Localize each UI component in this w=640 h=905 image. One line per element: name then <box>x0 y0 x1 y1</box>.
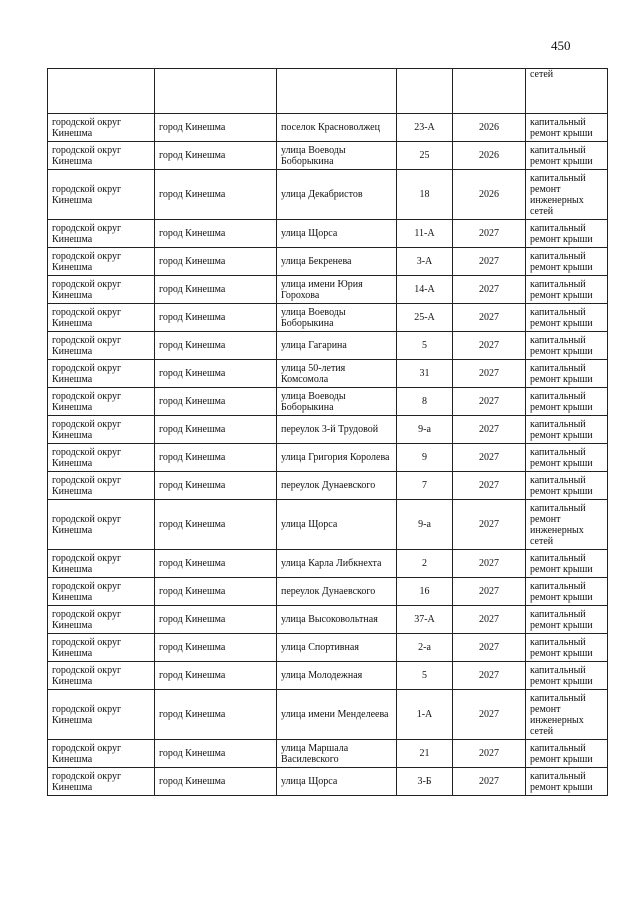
table-row <box>48 388 608 416</box>
house-number-cell: 37-А <box>397 606 453 634</box>
street-cell: улица Карла Либкнехта <box>277 550 397 578</box>
year-cell: 2027 <box>453 276 526 304</box>
street-cell: переулок Дунаевского <box>277 472 397 500</box>
table-row <box>48 634 608 662</box>
table-body <box>48 69 608 796</box>
work-type-cell: капитальный ремонт крыши <box>526 114 608 142</box>
house-number-cell: 25 <box>397 142 453 170</box>
house-number-cell: 14-А <box>397 276 453 304</box>
locality-cell: город Кинешма <box>155 500 277 550</box>
year-cell: 2027 <box>453 550 526 578</box>
municipality-cell: городской округ Кинешма <box>48 768 155 796</box>
year-cell: 2026 <box>453 142 526 170</box>
table-row <box>48 332 608 360</box>
street-cell: улица имени Юрия Горохова <box>277 276 397 304</box>
work-type-cell: капитальный ремонт крыши <box>526 634 608 662</box>
street-cell: улица Молодежная <box>277 662 397 690</box>
municipality-cell: городской округ Кинешма <box>48 472 155 500</box>
municipality-cell: городской округ Кинешма <box>48 690 155 740</box>
street-cell: улица имени Менделеева <box>277 690 397 740</box>
municipality-cell: городской округ Кинешма <box>48 360 155 388</box>
year-cell: 2027 <box>453 444 526 472</box>
table-row <box>48 304 608 332</box>
municipality-cell: городской округ Кинешма <box>48 500 155 550</box>
municipality-cell: городской округ Кинешма <box>48 634 155 662</box>
municipality-cell: городской округ Кинешма <box>48 248 155 276</box>
municipality-cell: городской округ Кинешма <box>48 220 155 248</box>
municipality-cell: городской округ Кинешма <box>48 550 155 578</box>
housing-repair-table <box>47 68 608 796</box>
continued-row <box>48 69 608 114</box>
work-type-cell: капитальный ремонт крыши <box>526 220 608 248</box>
street-cell: улица Щорса <box>277 220 397 248</box>
table-row <box>48 142 608 170</box>
continued-municipality-cell <box>48 69 155 114</box>
locality-cell: город Кинешма <box>155 472 277 500</box>
locality-cell: город Кинешма <box>155 768 277 796</box>
table-row <box>48 220 608 248</box>
work-type-cell: капитальный ремонт крыши <box>526 740 608 768</box>
street-cell: улица Григория Королева <box>277 444 397 472</box>
municipality-cell: городской округ Кинешма <box>48 416 155 444</box>
house-number-cell: 7 <box>397 472 453 500</box>
locality-cell: город Кинешма <box>155 332 277 360</box>
locality-cell: город Кинешма <box>155 662 277 690</box>
locality-cell: город Кинешма <box>155 690 277 740</box>
street-cell: улица Бекренева <box>277 248 397 276</box>
street-cell: улица Спортивная <box>277 634 397 662</box>
street-cell: улица 50-летия Комсомола <box>277 360 397 388</box>
year-cell: 2027 <box>453 500 526 550</box>
locality-cell: город Кинешма <box>155 142 277 170</box>
work-type-cell: капитальный ремонт крыши <box>526 276 608 304</box>
locality-cell: город Кинешма <box>155 634 277 662</box>
municipality-cell: городской округ Кинешма <box>48 606 155 634</box>
house-number-cell: 2-а <box>397 634 453 662</box>
municipality-cell: городской округ Кинешма <box>48 444 155 472</box>
street-cell: переулок Дунаевского <box>277 578 397 606</box>
year-cell: 2027 <box>453 768 526 796</box>
work-type-cell: капитальный ремонт крыши <box>526 360 608 388</box>
street-cell: улица Воеводы Боборыкина <box>277 142 397 170</box>
house-number-cell: 9-а <box>397 416 453 444</box>
street-cell: улица Высоковольтная <box>277 606 397 634</box>
work-type-cell: капитальный ремонт крыши <box>526 606 608 634</box>
work-type-cell: капитальный ремонт крыши <box>526 550 608 578</box>
work-type-cell: капитальный ремонт крыши <box>526 416 608 444</box>
table-row <box>48 606 608 634</box>
locality-cell: город Кинешма <box>155 388 277 416</box>
street-cell: улица Щорса <box>277 500 397 550</box>
municipality-cell: городской округ Кинешма <box>48 170 155 220</box>
continued-locality-cell <box>155 69 277 114</box>
table-row <box>48 276 608 304</box>
table-row <box>48 444 608 472</box>
table-row <box>48 550 608 578</box>
work-type-cell: капитальный ремонт инженерных сетей <box>526 500 608 550</box>
locality-cell: город Кинешма <box>155 606 277 634</box>
year-cell: 2027 <box>453 606 526 634</box>
locality-cell: город Кинешма <box>155 578 277 606</box>
locality-cell: город Кинешма <box>155 444 277 472</box>
work-type-cell: капитальный ремонт крыши <box>526 578 608 606</box>
page-number: 450 <box>551 38 571 53</box>
house-number-cell: 11-А <box>397 220 453 248</box>
house-number-cell: 16 <box>397 578 453 606</box>
locality-cell: город Кинешма <box>155 740 277 768</box>
house-number-cell: 2 <box>397 550 453 578</box>
municipality-cell: городской округ Кинешма <box>48 332 155 360</box>
year-cell: 2027 <box>453 360 526 388</box>
locality-cell: город Кинешма <box>155 416 277 444</box>
year-cell: 2027 <box>453 220 526 248</box>
municipality-cell: городской округ Кинешма <box>48 304 155 332</box>
street-cell: улица Воеводы Боборыкина <box>277 304 397 332</box>
year-cell: 2027 <box>453 388 526 416</box>
year-cell: 2027 <box>453 416 526 444</box>
year-cell: 2027 <box>453 634 526 662</box>
continued-year-cell <box>453 69 526 114</box>
work-type-cell: капитальный ремонт крыши <box>526 768 608 796</box>
table-row <box>48 578 608 606</box>
continued-house-cell <box>397 69 453 114</box>
house-number-cell: 9 <box>397 444 453 472</box>
work-type-cell: капитальный ремонт крыши <box>526 142 608 170</box>
work-type-cell: капитальный ремонт крыши <box>526 662 608 690</box>
locality-cell: город Кинешма <box>155 114 277 142</box>
work-type-cell: капитальный ремонт крыши <box>526 332 608 360</box>
house-number-cell: 31 <box>397 360 453 388</box>
work-type-cell: капитальный ремонт крыши <box>526 472 608 500</box>
year-cell: 2027 <box>453 332 526 360</box>
house-number-cell: 1-А <box>397 690 453 740</box>
municipality-cell: городской округ Кинешма <box>48 740 155 768</box>
locality-cell: город Кинешма <box>155 360 277 388</box>
municipality-cell: городской округ Кинешма <box>48 662 155 690</box>
year-cell: 2027 <box>453 690 526 740</box>
street-cell: улица Гагарина <box>277 332 397 360</box>
year-cell: 2027 <box>453 662 526 690</box>
year-cell: 2027 <box>453 304 526 332</box>
year-cell: 2027 <box>453 248 526 276</box>
locality-cell: город Кинешма <box>155 276 277 304</box>
table-row <box>48 500 608 550</box>
house-number-cell: 5 <box>397 332 453 360</box>
house-number-cell: 3-А <box>397 248 453 276</box>
table-row <box>48 170 608 220</box>
house-number-cell: 9-а <box>397 500 453 550</box>
street-cell: поселок Красноволжец <box>277 114 397 142</box>
street-cell: улица Маршала Василевского <box>277 740 397 768</box>
work-type-cell: капитальный ремонт инженерных сетей <box>526 690 608 740</box>
table-row <box>48 690 608 740</box>
year-cell: 2026 <box>453 170 526 220</box>
table-row <box>48 472 608 500</box>
municipality-cell: городской округ Кинешма <box>48 114 155 142</box>
table-row <box>48 248 608 276</box>
municipality-cell: городской округ Кинешма <box>48 388 155 416</box>
year-cell: 2027 <box>453 472 526 500</box>
table-row <box>48 114 608 142</box>
table-row <box>48 360 608 388</box>
table-row <box>48 768 608 796</box>
street-cell: переулок 3-й Трудовой <box>277 416 397 444</box>
table-row <box>48 740 608 768</box>
year-cell: 2027 <box>453 578 526 606</box>
street-cell: улица Декабристов <box>277 170 397 220</box>
locality-cell: город Кинешма <box>155 550 277 578</box>
work-type-cell: капитальный ремонт крыши <box>526 388 608 416</box>
house-number-cell: 23-А <box>397 114 453 142</box>
year-cell: 2026 <box>453 114 526 142</box>
continued-street-cell <box>277 69 397 114</box>
house-number-cell: 3-Б <box>397 768 453 796</box>
locality-cell: город Кинешма <box>155 170 277 220</box>
locality-cell: город Кинешма <box>155 248 277 276</box>
street-cell: улица Щорса <box>277 768 397 796</box>
municipality-cell: городской округ Кинешма <box>48 578 155 606</box>
continued-work-type: сетей <box>526 69 608 114</box>
work-type-cell: капитальный ремонт крыши <box>526 248 608 276</box>
house-number-cell: 25-А <box>397 304 453 332</box>
work-type-cell: капитальный ремонт крыши <box>526 304 608 332</box>
house-number-cell: 5 <box>397 662 453 690</box>
locality-cell: город Кинешма <box>155 304 277 332</box>
year-cell: 2027 <box>453 740 526 768</box>
house-number-cell: 8 <box>397 388 453 416</box>
municipality-cell: городской округ Кинешма <box>48 276 155 304</box>
house-number-cell: 18 <box>397 170 453 220</box>
table-row <box>48 416 608 444</box>
table-row <box>48 662 608 690</box>
work-type-cell: капитальный ремонт крыши <box>526 444 608 472</box>
locality-cell: город Кинешма <box>155 220 277 248</box>
work-type-cell: капитальный ремонт инженерных сетей <box>526 170 608 220</box>
street-cell: улица Воеводы Боборыкина <box>277 388 397 416</box>
house-number-cell: 21 <box>397 740 453 768</box>
municipality-cell: городской округ Кинешма <box>48 142 155 170</box>
